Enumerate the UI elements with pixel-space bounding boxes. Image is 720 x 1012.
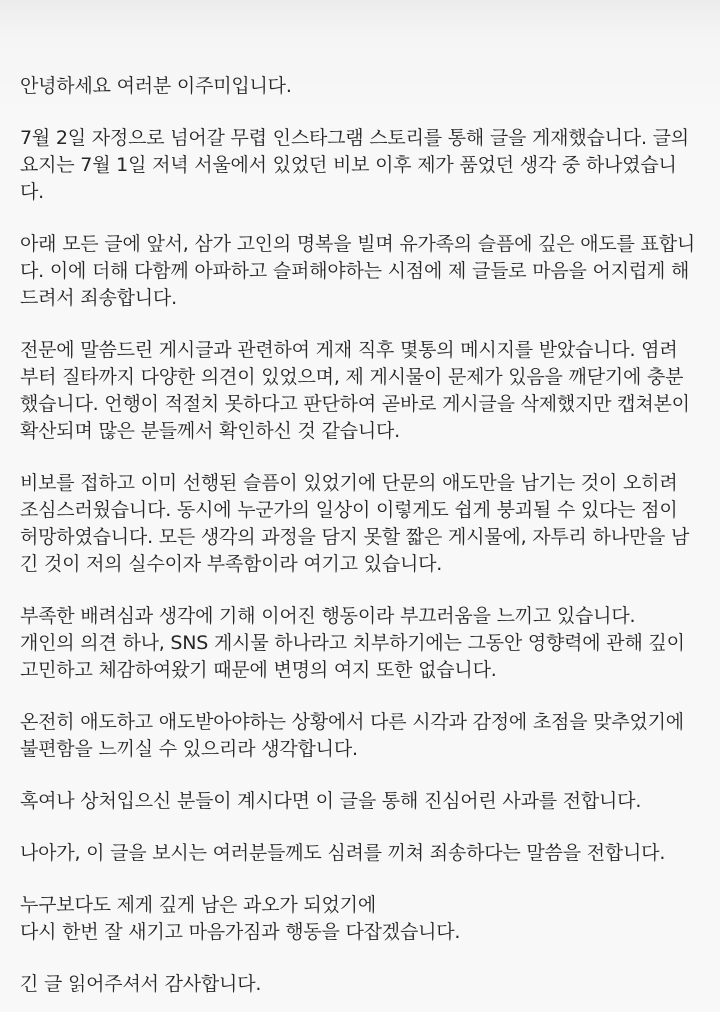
- paragraph-reflection: 비보를 접하고 이미 선행된 슬픔이 있었기에 단문의 애도만을 남기는 것이 오히려 조심스러웠습니다. 동시에 누군가의 일상이 이렇게도 쉽게 붕괴될 수 있다는 점이 허망하였습니다. 모든 생각의 과정을 담지 못할 짧은 게시물에, 자투리 하나만을 남 긴 것이 저의 실수이자 부족함이라 여기고 있습니다.: [20, 472, 690, 575]
- paragraph-discomfort: 온전히 애도하고 애도받아야하는 상황에서 다른 시각과 감정에 초점을 맞추었기에 불편함을 느끼실 수 있으리라 생각합니다.: [20, 711, 684, 760]
- paragraph-resolve: 누구보다도 제게 깊게 남은 과오가 되었기에 다시 한번 잘 새기고 마음가짐과 행동을 다잡겠습니다.: [20, 894, 461, 943]
- paragraph-shame: 부족한 배려심과 생각에 기해 이어진 행동이라 부끄러움을 느끼고 있습니다. 개인의 의견 하나, SNS 게시물 하나라고 치부하기에는 그동안 영향력에 관해 깊이 고민하고 체감하여왔기 때문에 변명의 여지 또한 없습니다.: [20, 605, 685, 681]
- paragraph-thanks: 긴 글 읽어주셔서 감사합니다.: [20, 973, 262, 995]
- paragraph-context: 7월 2일 자정으로 넘어갈 무렵 인스타그램 스토리를 통해 글을 게재했습니다. 글의 요지는 7월 1일 저녁 서울에서 있었던 비보 이후 제가 품었던 생각 중 하나였습니다.: [20, 127, 689, 203]
- paragraph-condolence: 아래 모든 글에 앞서, 삼가 고인의 명복을 빌며 유가족의 슬픔에 깊은 애도를 표합니 다. 이에 더해 다함께 아파하고 슬퍼해야하는 시점에 제 글들로 마음을 어지럽게 해 드려서 죄송합니다.: [20, 233, 695, 309]
- paragraph-post-deleted: 전문에 말씀드린 게시글과 관련하여 게재 직후 몇통의 메시지를 받았습니다. 염려 부터 질타까지 다양한 의견이 있었으며, 제 게시물이 문제가 있음을 깨닫기에 충분 했습니다. 언행이 적절치 못하다고 판단하여 곧바로 게시글을 삭제했지만 캡쳐본이 확산되며 많은 분들께서 확인하신 것 같습니다.: [20, 339, 690, 442]
- paragraph-greeting: 안녕하세요 여러분 이주미입니다.: [20, 75, 292, 97]
- paragraph-apology-readers: 나아가, 이 글을 보시는 여러분들께도 심려를 끼쳐 죄송하다는 말씀을 전합니다.: [20, 842, 666, 864]
- paragraph-apology: 혹여나 상처입으신 분들이 계시다면 이 글을 통해 진심어린 사과를 전합니다.: [20, 790, 642, 812]
